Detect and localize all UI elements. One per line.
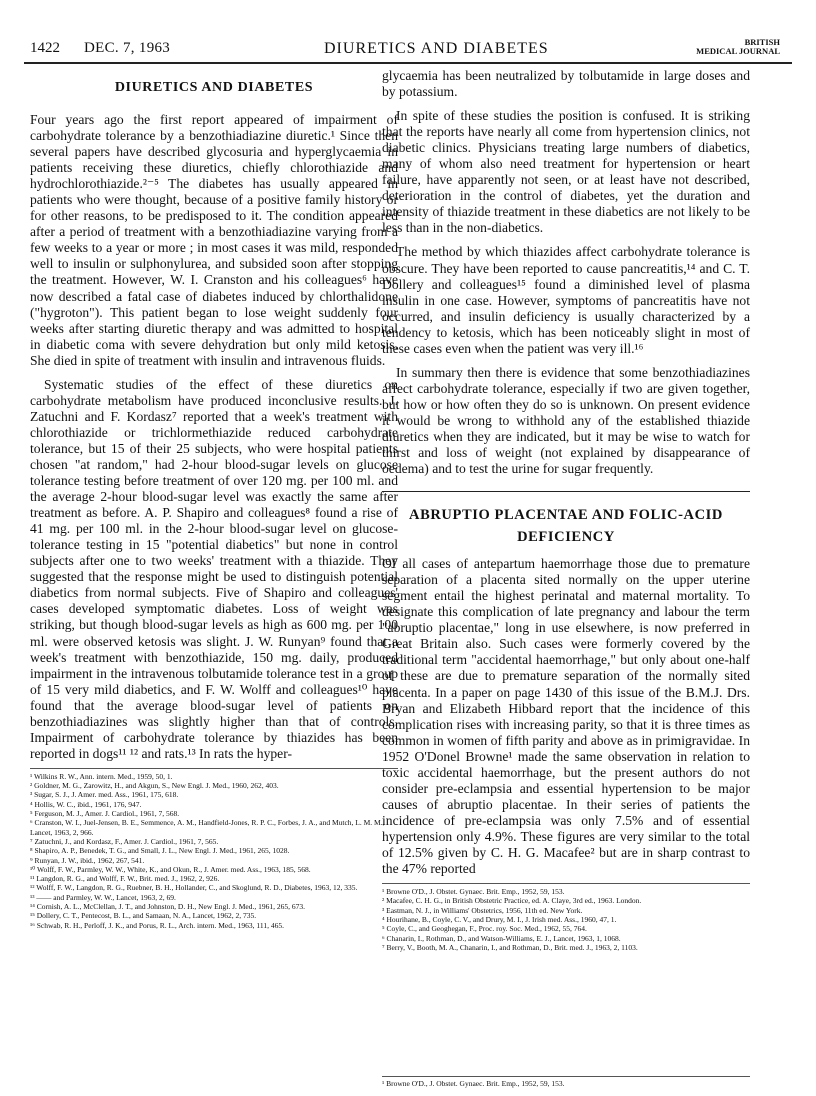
article2-references	[382, 883, 750, 952]
right-column	[382, 68, 750, 952]
article1-paragraph: In summary then there is evidence that some benzothiadiazines affect carbohydrate tolerance, especially if two are given together, but how or how often they do so is unknown. On present evidence it would be wrong to withhold any of the established thiazide diuretics when they are indicated, but it may be wise to watch for thirst and loss of weight (not explained by disappearance of oedema) and to test the urine for sugar frequently.	[382, 364, 750, 477]
left-column	[30, 68, 398, 930]
reference: ³ Sugar, S. J., J. Amer. med. Ass., 1961, 175, 618.	[30, 790, 179, 800]
reference: ¹⁰ Wolff, F. W., Parmley, W. W., White, K., and Okun, R., J. Amer. med. Ass., 1963, 185, 568.	[30, 864, 311, 874]
reference: ⁹ Runyan, J. W., ibid., 1962, 267, 541.	[30, 855, 145, 865]
section-title: DIURETICS AND DIABETES	[324, 40, 549, 57]
reference: ¹⁴ Cornish, A. L., McClellan, J. T., and Johnston, D. H., New Engl. J. Med., 1961, 265, 673.	[30, 902, 305, 912]
reference: ¹³ —— and Parmley, W. W., Lancet, 1963, 2, 69.	[30, 892, 176, 902]
issue-date: DEC. 7, 1963	[84, 40, 171, 56]
article2-paragraph: Of all cases of antepartum haemorrhage those due to premature separation of a placenta sited normally on the upper uterine segment entail the highest perinatal and maternal mortality. To designate this complication of late pregnancy and labour the term "abruptio placentae," long in use elsewhere, is now preferred in Great Britain also. Such cases were formerly covered by the traditional term "accidental haemorrhage," but only about one-half of these are due to premature separation of the normally sited placenta. In a paper on page 1430 of this issue of the B.M.J. Drs. Bryan and Elizabeth Hibbard report that the incidence of this complication rises with increasing parity, so that it is three times as common in women of fifth parity and above as in primigravidae. In 1952 O'Donel Browne¹ made the same observation in relation to toxic accidental haemorrhage, but the present authors do not consider pre-eclampsia and essential hypertension to be major causes of abruptio placentae. In their series of patients the incidence of pre-eclampsia was only 7.5% and of essential hypertension only 4.9%. These figures are very similar to the total of 12.5% given by C. H. G. Macafee² but are in sharp contrast to the 47% reported	[382, 556, 750, 877]
article1-paragraph: The method by which thiazides affect carbohydrate tolerance is obscure. They have been reported to cause pancreatitis,¹⁴ and C. T. Dollery and colleagues¹⁵ found a diminished level of plasma insulin in one case. However, symptoms of pancreatitis have not occurred, and insulin deficiency is usually characterized by a tendency to ketosis, which has been noticeably slight in most of these cases even when the patient was very ill.¹⁶	[382, 244, 750, 356]
reference: ⁴ Hourihane, B., Coyle, C. V., and Drury, M. I., J. Irish med. Ass., 1960, 47, 1.	[382, 914, 617, 924]
reference: ² Macafee, C. H. G., in British Obstetric Practice, ed. A. Claye, 3rd ed., 1963. London.	[382, 896, 642, 906]
article1-paragraph: In spite of these studies the position is confused. It is striking that the reports have nearly all come from hypertension clinics, not diabetic clinics. Physicians treating large numbers of diabetics, many of whom also need treatment for hypertension or heart failure, have apparently not seen, or at least have not described, deterioration in the control of diabetes, yet the duration and intensity of thiazide treatment in these diabetics are not likely to be less than in the non-diabetics.	[382, 108, 750, 236]
reference: ⁶ Chanarin, I., Rothman, D., and Watson-Williams, E. J., Lancet, 1963, 1, 1068.	[382, 933, 621, 943]
reference: ⁴ Hollis, W. C., ibid., 1961, 176, 947.	[30, 799, 142, 809]
article1-paragraph: glycaemia has been neutralized by tolbutamide in large doses and by potassium.	[382, 68, 750, 100]
reference: ⁷ Zatuchni, J., and Kordasz, F., Amer. J. Cardiol., 1961, 7, 565.	[30, 836, 219, 846]
reference: ¹⁵ Dollery, C. T., Pentecost, B. L., and Samaan, N. A., Lancet, 1962, 2, 735.	[30, 911, 257, 921]
reference: ¹¹ Langdon, R. G., and Wolff, F. W., Brit. med. J., 1962, 2, 926.	[30, 874, 220, 884]
journal-name: BRITISH MEDICAL JOURNAL	[696, 37, 780, 56]
article2-title: ABRUPTIO PLACENTAE AND FOLIC-ACID DEFICIENCY	[409, 507, 723, 546]
reference: ¹ Browne O'D., J. Obstet. Gynaec. Brit. Emp., 1952, 59, 153.	[382, 887, 565, 897]
reference: ¹ Wilkins R. W., Ann. intern. Med., 1959, 50, 1.	[30, 771, 173, 781]
article1-references	[30, 768, 398, 930]
article1-title: DIURETICS AND DIABETES	[114, 80, 314, 95]
reference: ⁶ Cranston, W. I., Juel-Jensen, B. E., Semmence, A. M., Handfield-Jones, R. P. C., Forbes, J. A., and Mutch, L. M. M., Lancet, 1963, 2, 966.	[30, 818, 385, 837]
reference: ¹² Wolff, F. W., Langdon, R. G., Ruebner, B. H., Hollander, C., and Skoglund, R. D., Diabetes, 1963, 12, 335.	[30, 883, 358, 893]
reference: ⁸ Shapiro, A. P., Benedek, T. G., and Small, J. L., New Engl. J. Med., 1961, 265, 1028.	[30, 846, 290, 856]
reference: ⁵ Coyle, C., and Geoghegan, F., Proc. roy. Soc. Med., 1962, 55, 764.	[382, 924, 587, 934]
header-rule	[24, 62, 792, 64]
article-separator	[382, 491, 750, 492]
reference: ⁵ Ferguson, M. J., Amer. J. Cardiol., 1961, 7, 568.	[30, 809, 180, 819]
reference: ³ Eastman, N. J., in Williams' Obstetrics, 1956, 11th ed. New York.	[382, 905, 583, 915]
footnote-reference: ¹ Browne O'D., J. Obstet. Gynaec. Brit. Emp., 1952, 59, 153.	[382, 1079, 565, 1088]
running-header	[24, 37, 792, 64]
article1-paragraph: Systematic studies of the effect of these diuretics on carbohydrate metabolism have produced inconclusive results. J. Zatuchni and F. Kordasz⁷ reported that a week's treatment with chlorothiazide or trichlormethiazide reduced carbohydrate tolerance, but 15 of their 25 subjects, who were hospital patients chosen "at random," had 2-hour blood-sugar levels on glucose tolerance testing before treatment of over 120 mg. per 100 ml. and the average 2-hour blood-sugar level was exactly the same after treatment as before. A. P. Shapiro and colleagues⁸ found a rise of 41 mg. per 100 ml. in the 2-hour blood-sugar level on glucose-tolerance testing in 15 "potential diabetics" but none in control subjects after one to two weeks' treatment with a thiazide. They suggested that the response might be used to distinguish potential diabetics from normal subjects. Five of Shapiro and colleagues' cases developed symptomatic diabetes. Loss of weight was striking, but though blood-sugar levels as high as 600 mg. per 100 ml. were observed ketosis was slight. J. W. Runyan⁹ found that a week's treatment with benzothiazide, 150 mg. daily, produced impairment in the intravenous tolbutamide tolerance test in a group of 15 very mild diabetics, and F. W. Wolff and colleagues¹⁰ have found that the average blood-sugar level of patients on benzothiadiazines was slightly higher than that of controls. Impairment of carbohydrate tolerance by thiazides has been reported in dogs¹¹ ¹² and rats.¹³ In rats the hyper-	[30, 376, 398, 761]
reference: ¹⁶ Schwab, R. H., Perloff, J. K., and Porus, R. L., Arch. intern. Med., 1963, 111, 465.	[30, 920, 284, 930]
reference: ⁷ Berry, V., Booth, M. A., Chanarin, I., and Rothman, D., Brit. med. J., 1963, 2, 1103.	[382, 942, 638, 952]
article1-paragraph: Four years ago the first report appeared of impairment of carbohydrate tolerance by a benzothiadiazine diuretic.¹ Since then several papers have described glycosuria and hyperglycaemia in patients receiving these diuretics, chiefly chlorothiazide and hydrochlorothiazide.²⁻⁵ The diabetes has usually appeared in patients who were thought, because of a positive family history or for other reasons, to be predisposed to it. The condition appeared after a period of treatment with a benzothiadiazine varying from a few weeks to a year or more ; in most cases it was mild, responded well to insulin or sulphonylurea, and subsided soon after stopping the treatment. However, W. I. Cranston and his colleagues⁶ have now described a fatal case of diabetes induced by chlorthalidone ("hygroton"). This patient began to lose weight suddenly four weeks after starting diuretic therapy and was admitted to hospital in diabetic coma with severe dehydration but only mild ketosis. She died in spite of treatment with insulin and intravenous fluids.	[30, 112, 398, 368]
reference: ² Goldner, M. G., Zarowitz, H., and Akgun, S., New Engl. J. Med., 1960, 262, 403.	[30, 781, 279, 791]
page-footnote	[382, 1076, 750, 1088]
page-number: 1422	[30, 40, 60, 56]
